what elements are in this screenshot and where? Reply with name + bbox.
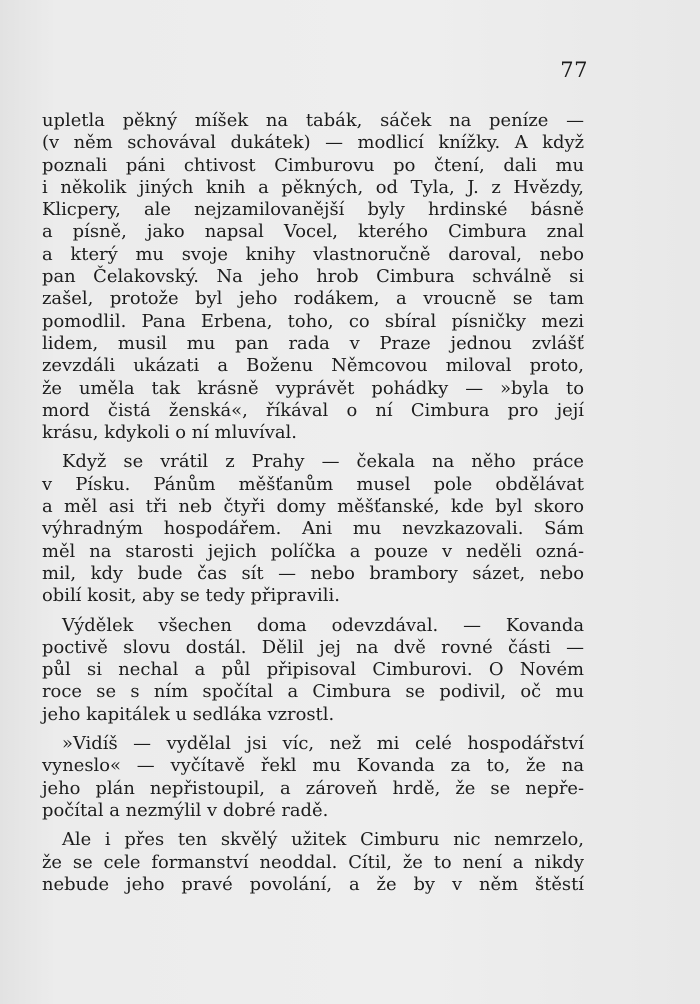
page-number: 77	[560, 58, 588, 82]
text-line: Klicpery, ale nejzamilovanější byly hrdinské básně	[42, 199, 584, 221]
text-line: v Písku. Pánům měšťanům musel pole obdělávat	[42, 473, 584, 495]
paragraph	[42, 829, 584, 896]
text-line: krásu, kdykoli o ní mluvíval.	[42, 422, 297, 444]
text-line: že uměla tak krásně vyprávět pohádky — »byla to	[42, 377, 584, 399]
text-line: roce se s ním spočítal a Cimbura se podivil, oč mu	[42, 681, 584, 703]
text-line: obilí kosit, aby se tedy připravili.	[42, 585, 340, 607]
text-line: Výdělek všechen doma odevzdával. — Kovanda	[62, 614, 584, 636]
text-line: Ale i přes ten skvělý užitek Cimburu nic nemrzelo,	[62, 829, 584, 851]
text-line: i několik jiných knih a pěkných, od Tyla, J. z Hvězdy,	[42, 176, 584, 198]
text-line: že se cele formanství neoddal. Cítil, že to není a nikdy	[42, 851, 584, 873]
text-line: poznali páni chtivost Cimburovu po čtení, dali mu	[42, 154, 584, 176]
text-line: a písně, jako napsal Vocel, kterého Cimbura znal	[42, 221, 584, 243]
text-line: »Vidíš — vydělal jsi víc, než mi celé hospodářství	[62, 733, 584, 755]
text-line: lidem, musil mu pan rada v Praze jednou zvlášť	[42, 332, 584, 354]
text-line: poctivě slovu dostál. Dělil jej na dvě rovné části —	[42, 636, 584, 658]
text-line: pan Čelakovský. Na jeho hrob Cimbura schválně si	[42, 266, 584, 288]
text-line: (v něm schovával dukátek) — modlicí knížky. A když	[42, 132, 584, 154]
text-line: nebude jeho pravé povolání, a že by v něm štěstí	[42, 873, 584, 895]
text-line: upletla pěkný míšek na tabák, sáček na peníze —	[42, 110, 584, 131]
paragraph	[42, 733, 584, 822]
text-line: mord čistá ženská«, říkával o ní Cimbura pro její	[42, 399, 584, 421]
text-line: a měl asi tři neb čtyři domy měšťanské, kde byl skoro	[42, 496, 584, 518]
text-line: počítal a nezmýlil v dobré radě.	[42, 799, 329, 821]
text-line: zevzdáli ukázati a Boženu Němcovou miloval proto,	[42, 355, 584, 377]
text-line: pomodlil. Pana Erbena, toho, co sbíral písničky mezi	[42, 310, 584, 332]
paragraph	[42, 615, 584, 726]
body-text	[42, 110, 584, 903]
text-line: jeho plán nepřistoupil, a zároveň hrdě, že se nepře-	[42, 777, 584, 799]
text-line: měl na starosti jejich políčka a pouze v neděli ozná-	[42, 540, 584, 562]
paragraph	[42, 451, 584, 607]
text-line: a který mu svoje knihy vlastnoručně daroval, nebo	[42, 243, 584, 265]
paragraph	[42, 110, 584, 444]
text-line: zašel, protože byl jeho rodákem, a vroucně se tam	[42, 288, 584, 310]
text-line: mil, kdy bude čas sít — nebo brambory sázet, nebo	[42, 562, 584, 584]
text-line: půl si nechal a půl připisoval Cimburovi. O Novém	[42, 659, 584, 681]
text-line: výhradným hospodářem. Ani mu nevzkazovali. Sám	[42, 518, 584, 540]
text-line: Když se vrátil z Prahy — čekala na něho práce	[62, 451, 584, 473]
text-line: vyneslo« — vyčítavě řekl mu Kovanda za to, že na	[42, 755, 584, 777]
text-line: jeho kapitálek u sedláka vzrostl.	[42, 703, 335, 725]
